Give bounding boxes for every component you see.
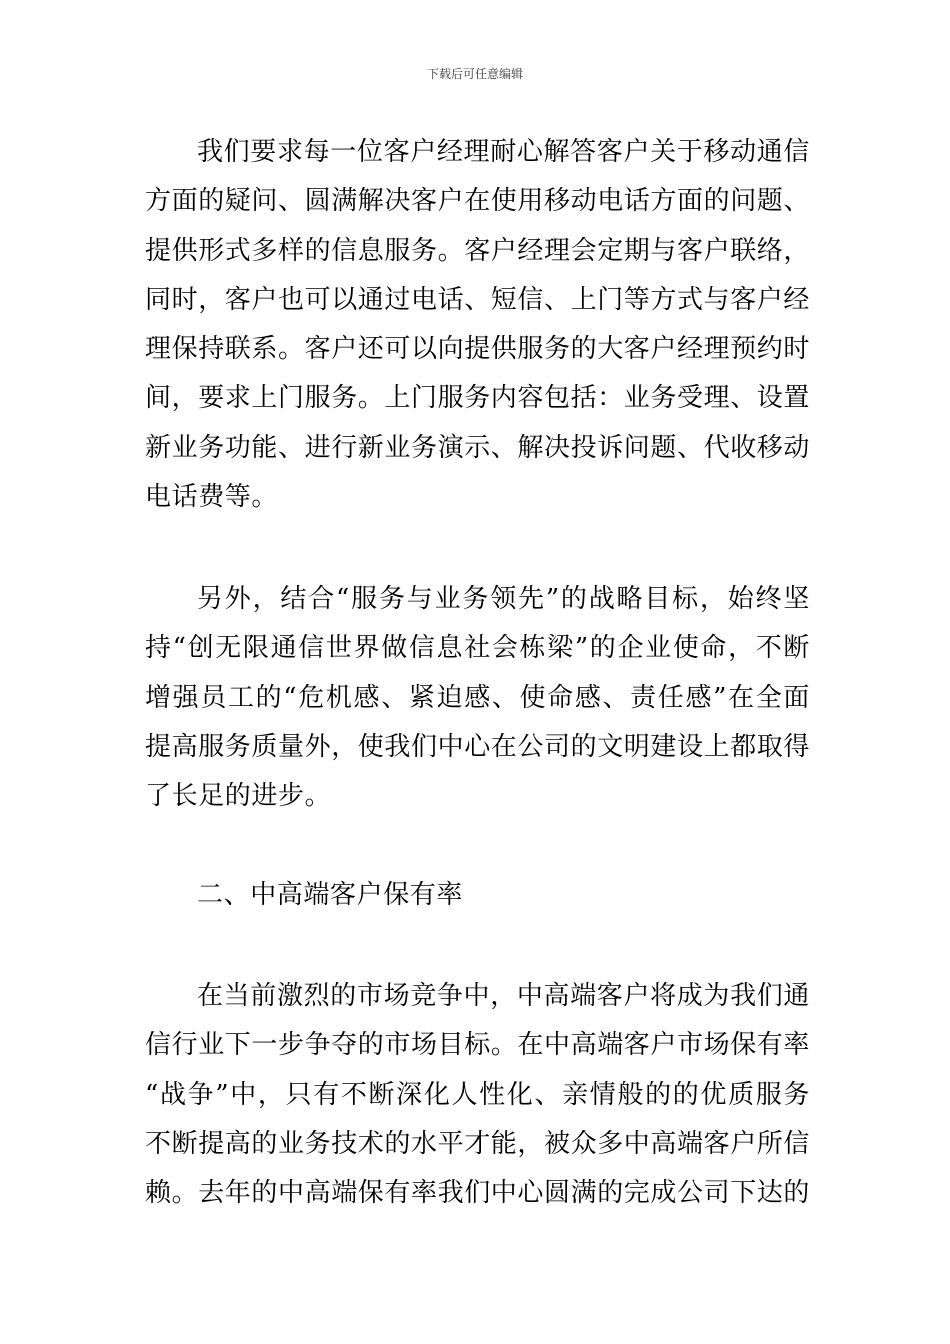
paragraph-line: 电话费等。 <box>145 482 279 513</box>
paragraph-line: “战争”中，只有不断深化人性化、亲情般的的优质服务 <box>145 1079 810 1110</box>
paragraph-line: 了长足的进步。 <box>145 781 332 812</box>
paragraph-line: 间，要求上门服务。上门服务内容包括：业务受理、设置 <box>145 383 811 414</box>
paragraph-line: 不断提高的业务技术的水平才能，被众多中高端客户所信 <box>145 1128 811 1159</box>
paragraph-retention-rate <box>145 972 810 1218</box>
paragraph-line: 提供形式多样的信息服务。客户经理会定期与客户联络， <box>145 235 811 266</box>
page-header: 下载后可任意编辑 <box>426 67 523 81</box>
paragraph-line: 提高服务质量外，使我们中心在公司的文明建设上都取得 <box>145 731 811 762</box>
paragraph-line: 同时，客户也可以通过电话、短信、上门等方式与客户经 <box>145 284 811 315</box>
paragraph-service-description <box>145 128 810 522</box>
paragraph-strategic-goal <box>145 575 810 821</box>
paragraph-line: 我们要求每一位客户经理耐心解答客户关于移动通信 <box>197 137 810 167</box>
section-heading <box>145 871 810 920</box>
paragraph-line: 在当前激烈的市场竞争中，中高端客户将成为我们通 <box>197 981 810 1011</box>
section-heading-text: 二、中高端客户保有率 <box>197 880 464 910</box>
paragraph-line: 信行业下一步争夺的市场目标。在中高端客户市场保有率 <box>145 1030 811 1061</box>
paragraph-line: 赖。去年的中高端保有率我们中心圆满的完成公司下达的 <box>145 1178 811 1209</box>
paragraph-line: 持“创无限通信世界做信息社会栋梁”的企业使命，不断 <box>145 633 810 664</box>
paragraph-line: 增强员工的“危机感、紧迫感、使命感、责任感”在全面 <box>145 682 810 713</box>
paragraph-line: 新业务功能、进行新业务演示、解决投诉问题、代收移动 <box>145 432 811 463</box>
paragraph-line: 方面的疑问、圆满解决客户在使用移动电话方面的问题、 <box>145 186 811 217</box>
paragraph-line: 理保持联系。客户还可以向提供服务的大客户经理预约时 <box>145 334 811 365</box>
paragraph-line: 另外，结合“服务与业务领先”的战略目标，始终坚 <box>197 584 810 614</box>
